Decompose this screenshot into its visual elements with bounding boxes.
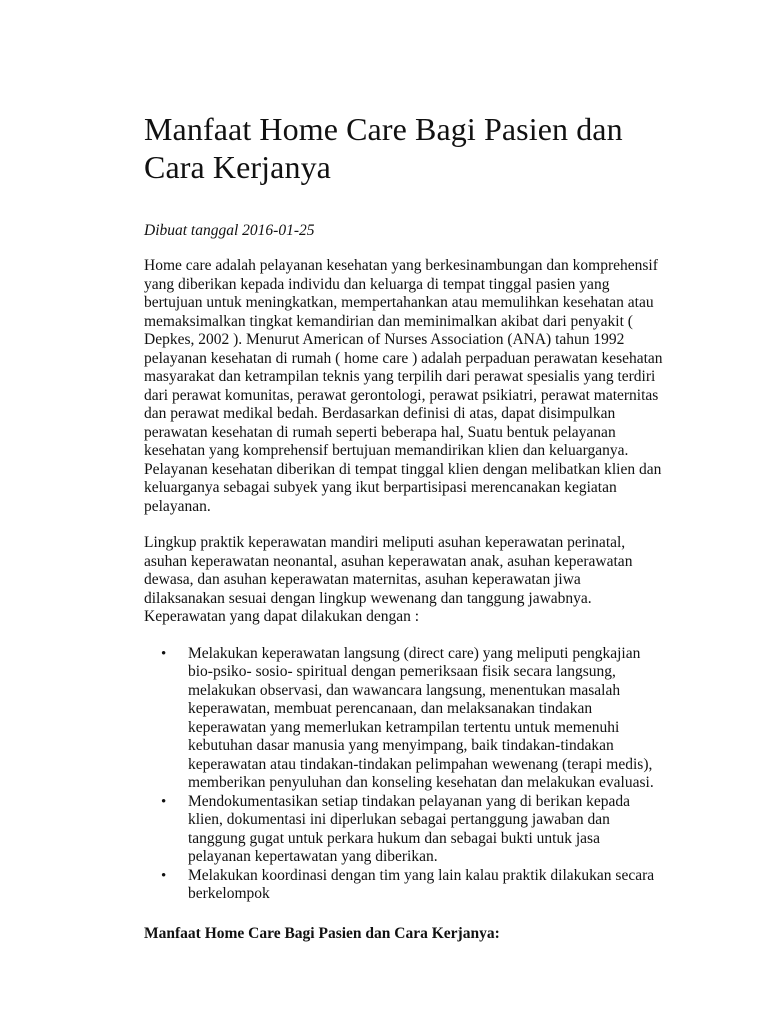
bullet-icon: • <box>161 867 167 884</box>
bullet-text: Melakukan koordinasi dengan tim yang lain kalau praktik dilakukan secara berkelompok <box>188 866 655 902</box>
list-item <box>144 645 664 793</box>
list-item <box>144 793 664 867</box>
section-heading: Manfaat Home Care Bagi Pasien dan Cara Kerjanya: <box>144 924 500 942</box>
scope-paragraph: Lingkup praktik keperawatan mandiri meliputi asuhan keperawatan perinatal, asuhan keperawatan neonantal, asuhan keperawatan anak, asuhan keperawatan dewasa, dan asuhan keperawatan maternitas, asuhan keperawatan jiwa dilaksanakan sesuai dengan lingkup wewenang dan tanggung jawabnya. <box>144 534 633 607</box>
bullet-icon: • <box>161 645 167 662</box>
bullet-icon: • <box>161 793 167 810</box>
intro-paragraph: Home care adalah pelayanan kesehatan yang berkesinambungan dan komprehensif yang diberikan kepada individu dan keluarga di tempat tinggal pasien yang bertujuan untuk meningkatkan, mempertahankan atau memulihkan kesehatan atau memaksimalkan tingkat kemandirian dan meminimalkan akibat dari penyakit ( Depkes, 2002 ). Menurut American of Nurses Association (ANA) tahun 1992 pelayanan kesehatan di rumah ( home care ) adalah perpaduan perawatan kesehatan masyarakat dan ketrampilan teknis yang terpilih dari perawat spesialis yang terdiri dari perawat komunitas, perawat gerontologi, perawat psikiatri, perawat maternitas dan perawat medikal bedah. Berdasarkan definisi di atas, dapat disimpulkan perawatan kesehatan di rumah seperti beberapa hal, Suatu bentuk pelayanan kesehatan yang komprehensif bertujuan memandirikan klien dan keluarganya. Pelayanan kesehatan diberikan di tempat tinggal klien dengan melibatkan klien dan keluarganya sebagai subyek yang ikut berpartisipasi merencanakan kegiatan pelayanan. <box>144 257 663 515</box>
bullet-text: Mendokumentasikan setiap tindakan pelayanan yang di berikan kepada klien, dokumentasi ini diperlukan sebagai pertanggung jawaban dan tanggung gugat untuk perkara hukum dan sebagai bukti untuk jasa pelayanan kepertawatan yang diberikan. <box>188 792 631 865</box>
date-line: Dibuat tanggal 2016-01-25 <box>144 222 315 239</box>
document-title: Manfaat Home Care Bagi Pasien dan Cara Kerjanya <box>144 111 623 185</box>
bullet-list <box>144 645 664 904</box>
document-page <box>144 110 664 943</box>
list-intro-paragraph: Keperawatan yang dapat dilakukan dengan : <box>144 608 420 625</box>
bullet-text: Melakukan keperawatan langsung (direct care) yang meliputi pengkajian bio-psiko- sosio- spiritual dengan pemeriksaan fisik secara langsung, melakukan observasi, dan wawancara langsung, menentukan masalah keperawatan, membuat perencanaan, dan melaksanakan tindakan keperawatan yang memerlukan ketrampilan tertentu untuk memenuhi kebutuhan dasar manusia yang menyimpang, baik tindakan-tindakan keperawatan atau tindakan-tindakan pelimpahan wewenang (terapi medis), memberikan penyuluhan dan konseling kesehatan dan melakukan evaluasi. <box>188 644 654 791</box>
list-item <box>144 867 664 904</box>
